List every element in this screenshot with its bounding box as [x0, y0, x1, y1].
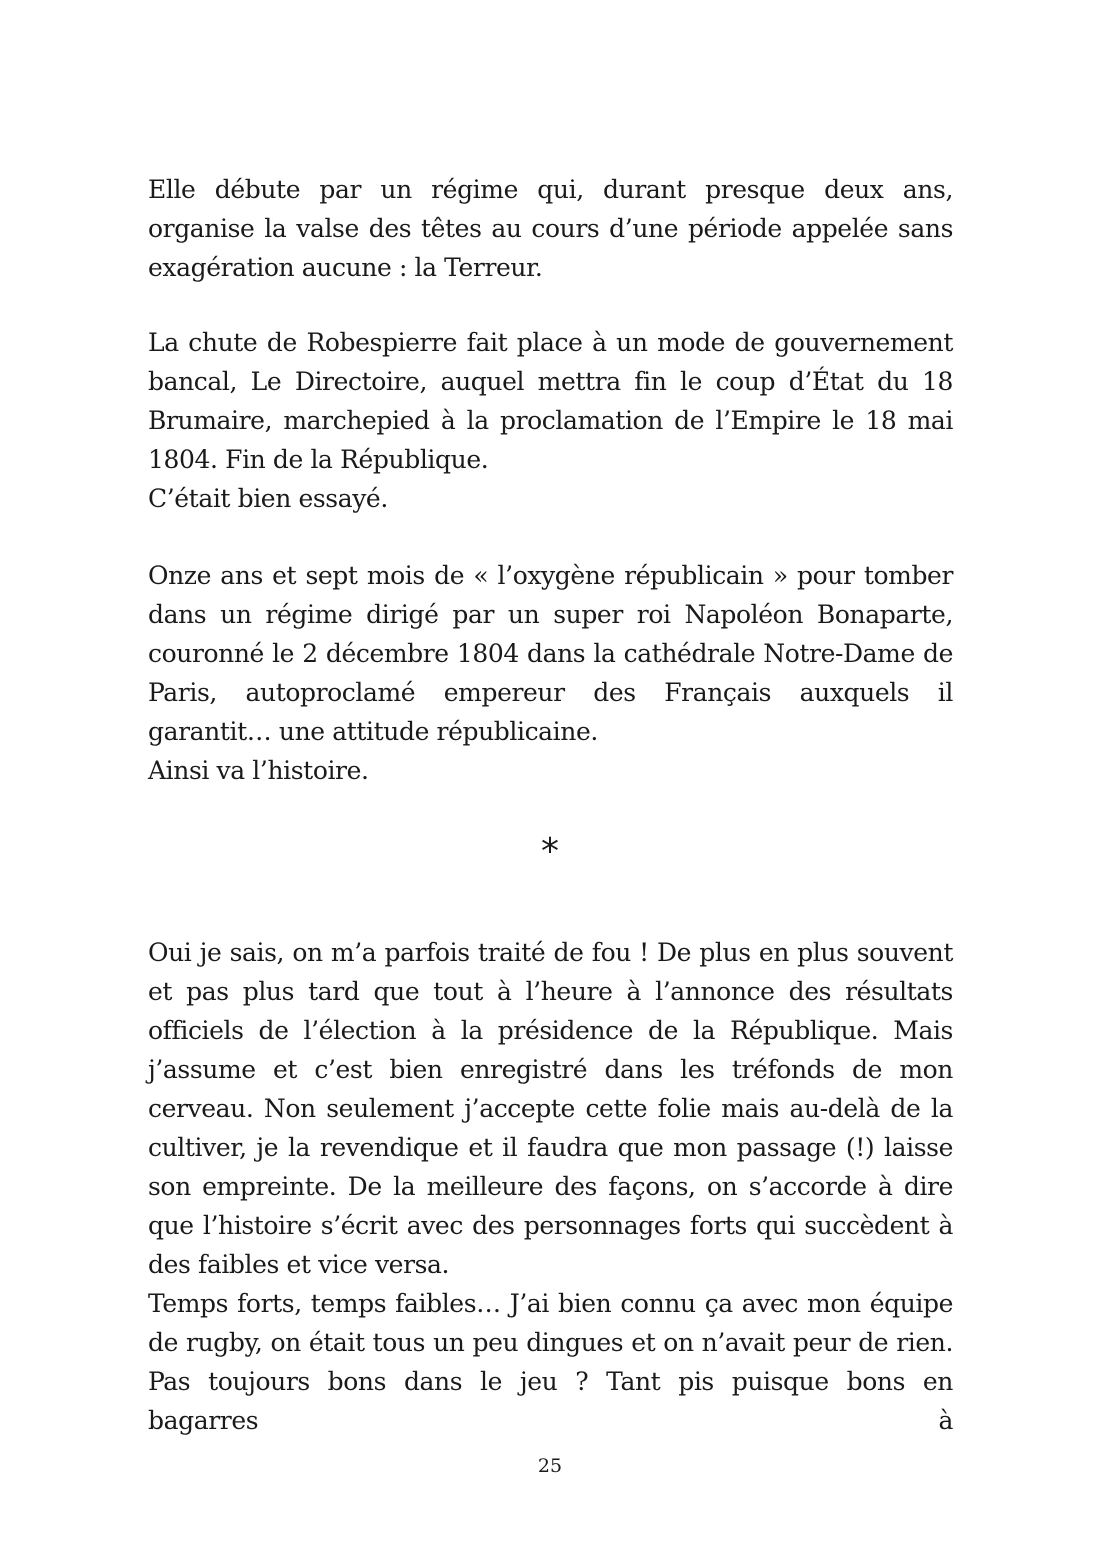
paragraph: Oui je sais, on m’a parfois traité de fou ! De plus en plus souvent et pas plus tard que tout à l’heure à l’annonce des résultats officiels de l’élection à la présidence de la République. Mais j’assume et c’est bien enregistré dans les tréfonds de mon cerveau. Non seulement j’accepte cette folie mais au-delà de la cultiver, je la revendique et il faudra que mon passage (!) laisse son empreinte. De la meilleure des façons, on s’accorde à dire que l’histoire s’écrit avec des personnages forts qui succèdent à des faibles et vice versa. [148, 938, 953, 1279]
paragraph: C’était bien essayé. [148, 484, 388, 513]
paragraph: Elle débute par un régime qui, durant presque deux ans, organise la valse des têtes au cours d’une période appelée sans exagération aucune : la Terreur. [148, 175, 953, 282]
paragraph: Temps forts, temps faibles… J’ai bien connu ça avec mon équipe de rugby, on était tous un peu dingues et on n’avait peur de rien. Pas toujours bons dans le jeu ? Tant pis puisque bons en bagarres à [148, 1289, 953, 1435]
section-separator-asterisk: * [541, 831, 559, 872]
paragraph: Onze ans et sept mois de « l’oxygène républicain » pour tomber dans un régime dirigé par un super roi Napoléon Bonaparte, couronné le 2 décembre 1804 dans la cathédrale Notre-Dame de Paris, autoproclamé empereur des Français auxquels il garantit… une attitude républicaine. [148, 561, 953, 746]
text-section-empire [148, 556, 953, 790]
paragraph: Ainsi va l’histoire. [148, 756, 369, 785]
page-number: 25 [537, 1455, 563, 1477]
text-section-folie [148, 933, 953, 1440]
text-section-terreur [148, 170, 953, 287]
text-section-directoire [148, 323, 953, 518]
paragraph: La chute de Robespierre fait place à un mode de gouvernement bancal, Le Directoire, auquel mettra fin le coup d’État du 18 Brumaire, marchepied à la proclamation de l’Empire le 18 mai 1804. Fin de la République. [148, 328, 953, 474]
